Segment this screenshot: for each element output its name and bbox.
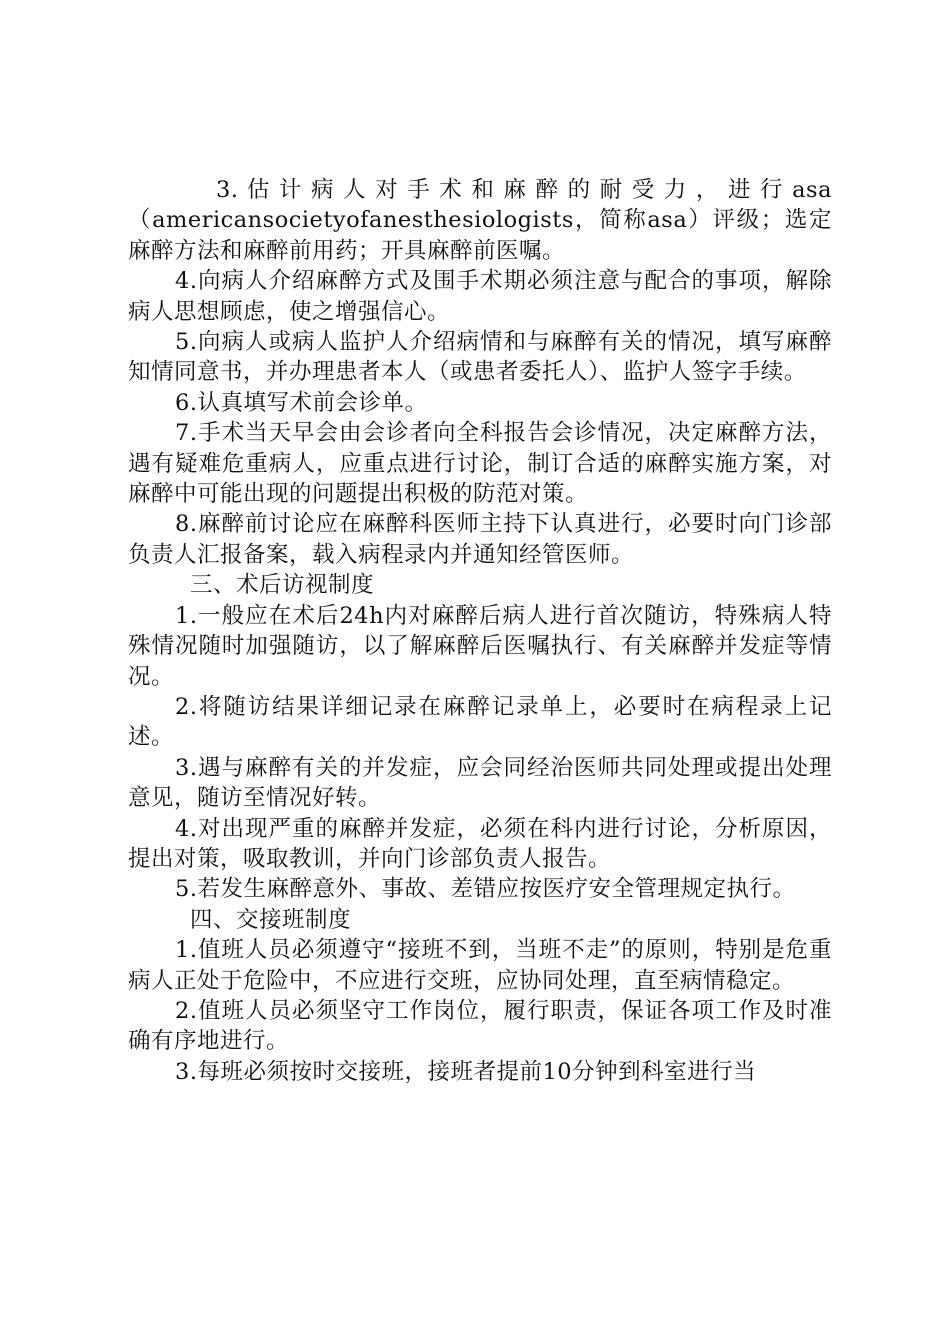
paragraph-complications: 3.遇与麻醉有关的并发症，应会同经治医师共同处理或提出处理意见，随访至情况好转。 — [128, 754, 832, 812]
paragraph-informed-consent: 5.向病人或病人监护人介绍病情和与麻醉有关的情况，填写麻醉知情同意书，并办理患者本人（或患者委托人）、监护人签字手续。 — [128, 329, 832, 386]
document-body — [128, 175, 832, 1087]
paragraph-serious-complications: 4.对出现严重的麻醉并发症，必须在科内进行讨论，分析原因，提出对策，吸取教训，并向门诊部负责人报告。 — [128, 815, 832, 872]
paragraph-first-followup: 1.一般应在术后24h内对麻醉后病人进行首次随访，特殊病人特殊情况随时加强随访，以了解麻醉后医嘱执行、有关麻醉并发症等情况。 — [128, 602, 832, 690]
section-heading-postop-visit: 三、术后访视制度 — [190, 572, 375, 599]
section-heading-shift-handover: 四、交接班制度 — [190, 906, 352, 933]
paragraph-record-followup: 2.将随访结果详细记录在麻醉记录单上，必要时在病程录上记述。 — [128, 693, 832, 751]
paragraph-stay-at-post: 2.值班人员必须坚守工作岗位，履行职责，保证各项工作及时准确有序地进行。 — [128, 997, 832, 1055]
paragraph-preanesthesia-discussion: 8.麻醉前讨论应在麻醉科医师主持下认真进行，必要时向门诊部负责人汇报备案，载入病程录内并通知经管医师。 — [128, 511, 832, 568]
paragraph-handover-principle: 1.值班人员必须遵守“接班不到，当班不走”的原则，特别是危重病人正处于危险中，不应进行交班，应协同处理，直至病情稳定。 — [128, 937, 832, 994]
paragraph-on-time-handover: 3.每班必须按时交接班，接班者提前10分钟到科室进行当 — [175, 1058, 757, 1085]
paragraph-introduce-anesthesia: 4.向病人介绍麻醉方式及围手术期必须注意与配合的事项，解除病人思想顾虑，使之增强信心。 — [128, 268, 832, 325]
paragraph-morning-meeting: 7.手术当天早会由会诊者向全科报告会诊情况，决定麻醉方法，遇有疑难危重病人，应重点进行讨论，制订合适的麻醉实施方案，对麻醉中可能出现的问题提出积极的防范对策。 — [128, 420, 832, 508]
paragraph-consultation-form: 6.认真填写术前会诊单。 — [175, 389, 428, 416]
paragraph-asa-evaluation: 3. 估 计 病 人 对 手 术 和 麻 醉 的 耐 受 力 ， 进 行 asa（americansocietyofanesthesiologists，简称asa）评级；选定麻醉方法和麻醉前用药；开具麻醉前医嘱。 — [128, 177, 832, 264]
paragraph-accidents: 5.若发生麻醉意外、事故、差错应按医疗安全管理规定执行。 — [175, 876, 796, 903]
